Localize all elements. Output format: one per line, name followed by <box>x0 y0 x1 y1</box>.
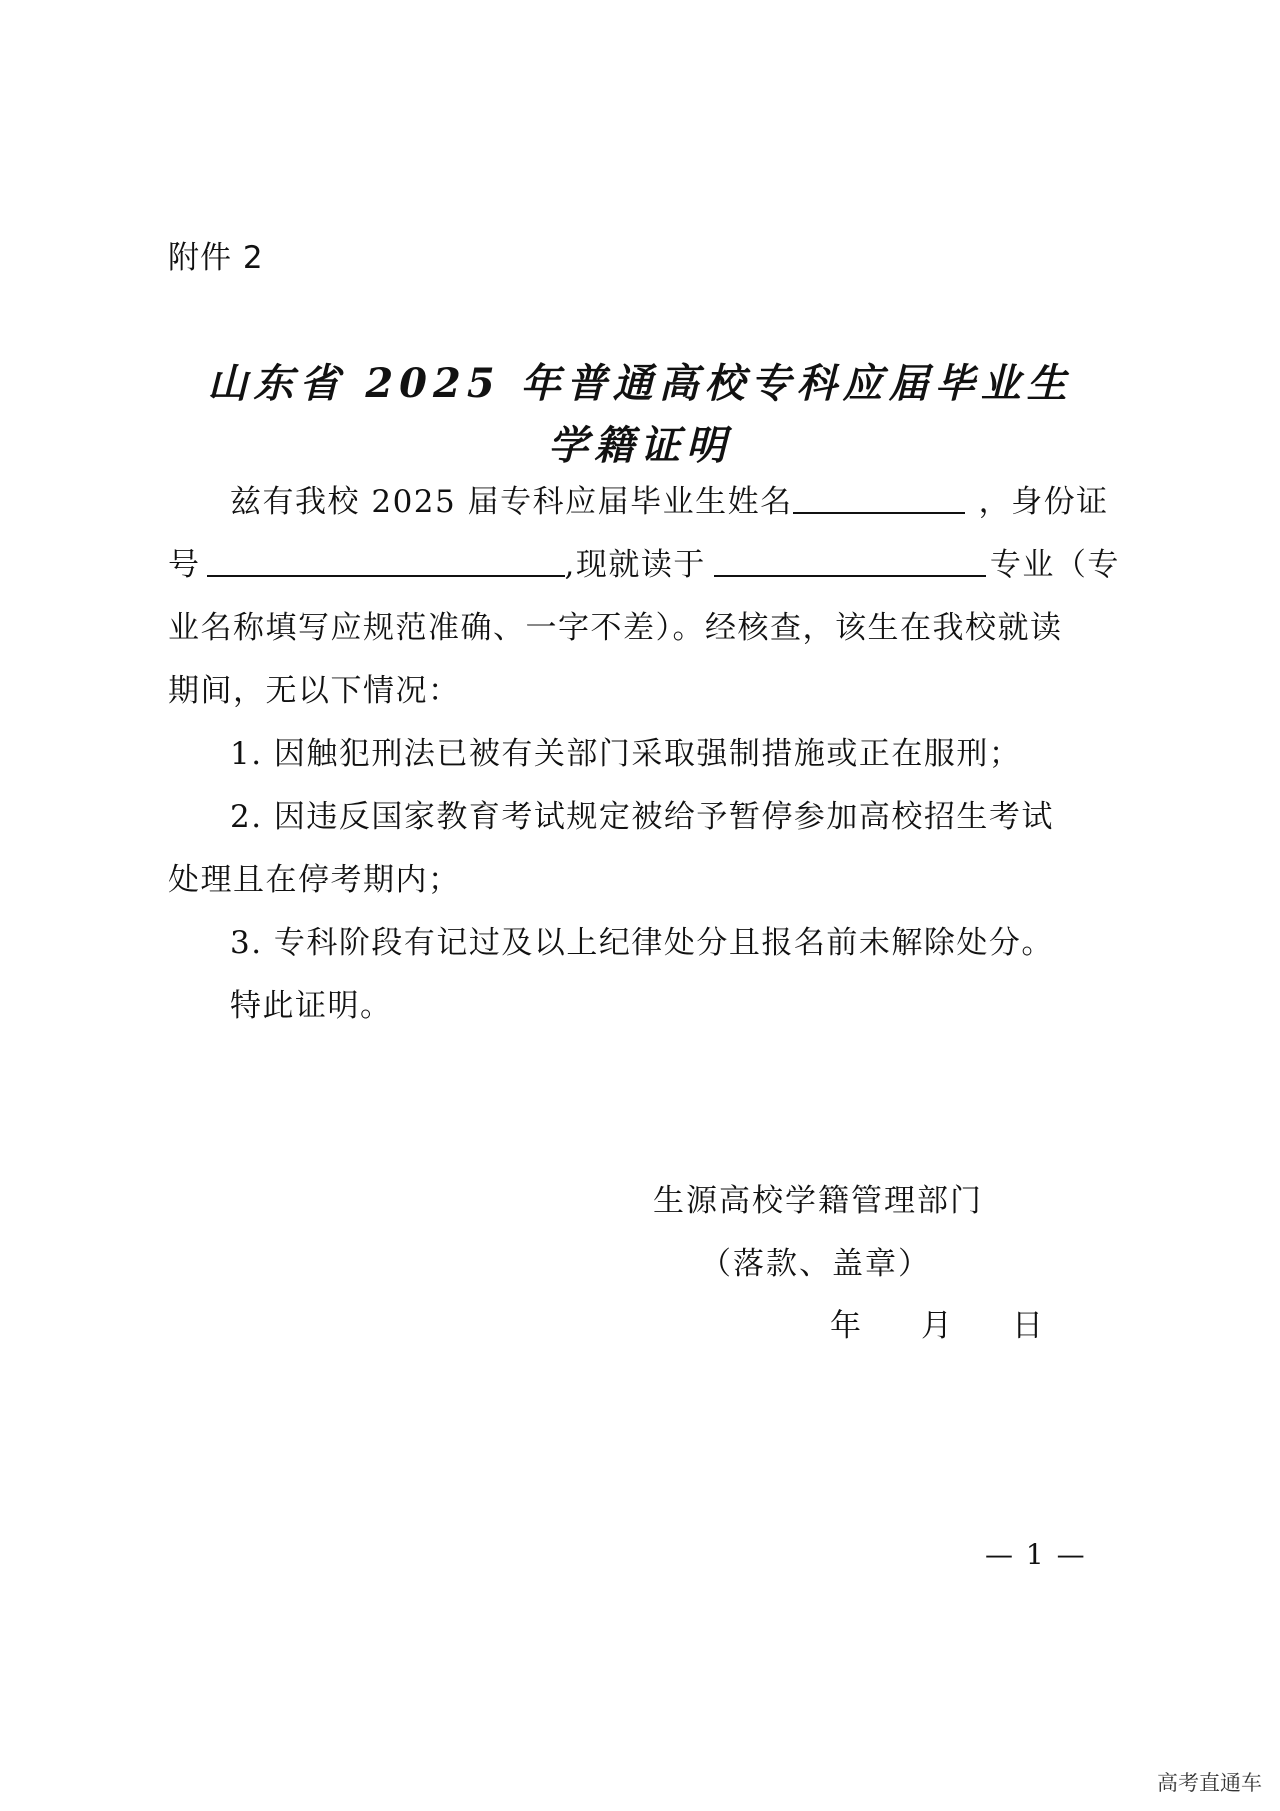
date-day: 日 <box>1012 1308 1045 1344</box>
list-item-3: 3. 专科阶段有记过及以上纪律处分且报名前未解除处分。 <box>230 925 1054 961</box>
body-text: 兹有我校 2025 届专科应届毕业生姓名 <box>230 484 793 520</box>
list-item-2-line-2: 处理且在停考期内； <box>168 862 461 898</box>
signature-seal-note: （落款、盖章） <box>700 1246 931 1282</box>
watermark: 高考直通车 <box>1157 1771 1262 1795</box>
id-number-blank[interactable] <box>207 545 565 577</box>
document-title-line-1: 山东省 2025 年普通高校专科应届毕业生 <box>207 360 1073 407</box>
closing-text: 特此证明。 <box>230 988 393 1024</box>
body-line-3: 业名称填写应规范准确、一字不差）。经核查，该生在我校就读 <box>168 610 1063 646</box>
signature-date <box>830 1300 1045 1345</box>
body-line-4: 期间，无以下情况： <box>168 673 461 709</box>
body-text: 号 <box>168 547 201 583</box>
list-item-1: 1. 因触犯刑法已被有关部门采取强制措施或正在服刑； <box>230 736 1022 772</box>
body-text: ,现就读于 <box>564 547 706 583</box>
body-line-1 <box>168 482 1174 522</box>
list-item-2-line-1: 2. 因违反国家教育考试规定被给予暂停参加高校招生考试 <box>230 799 1054 835</box>
body-text: 专业（专 <box>989 547 1120 583</box>
attachment-label: 附件 2 <box>168 240 264 276</box>
document-title-line-2: 学籍证明 <box>548 422 732 469</box>
name-blank[interactable] <box>793 482 965 514</box>
page-number: — 1 — <box>985 1538 1087 1571</box>
major-blank[interactable] <box>714 545 986 577</box>
body-text: ，身份证 <box>978 484 1109 520</box>
body-line-2 <box>168 545 1120 585</box>
signature-department: 生源高校学籍管理部门 <box>653 1183 983 1219</box>
date-year: 年 <box>830 1308 863 1344</box>
date-month: 月 <box>921 1308 954 1344</box>
